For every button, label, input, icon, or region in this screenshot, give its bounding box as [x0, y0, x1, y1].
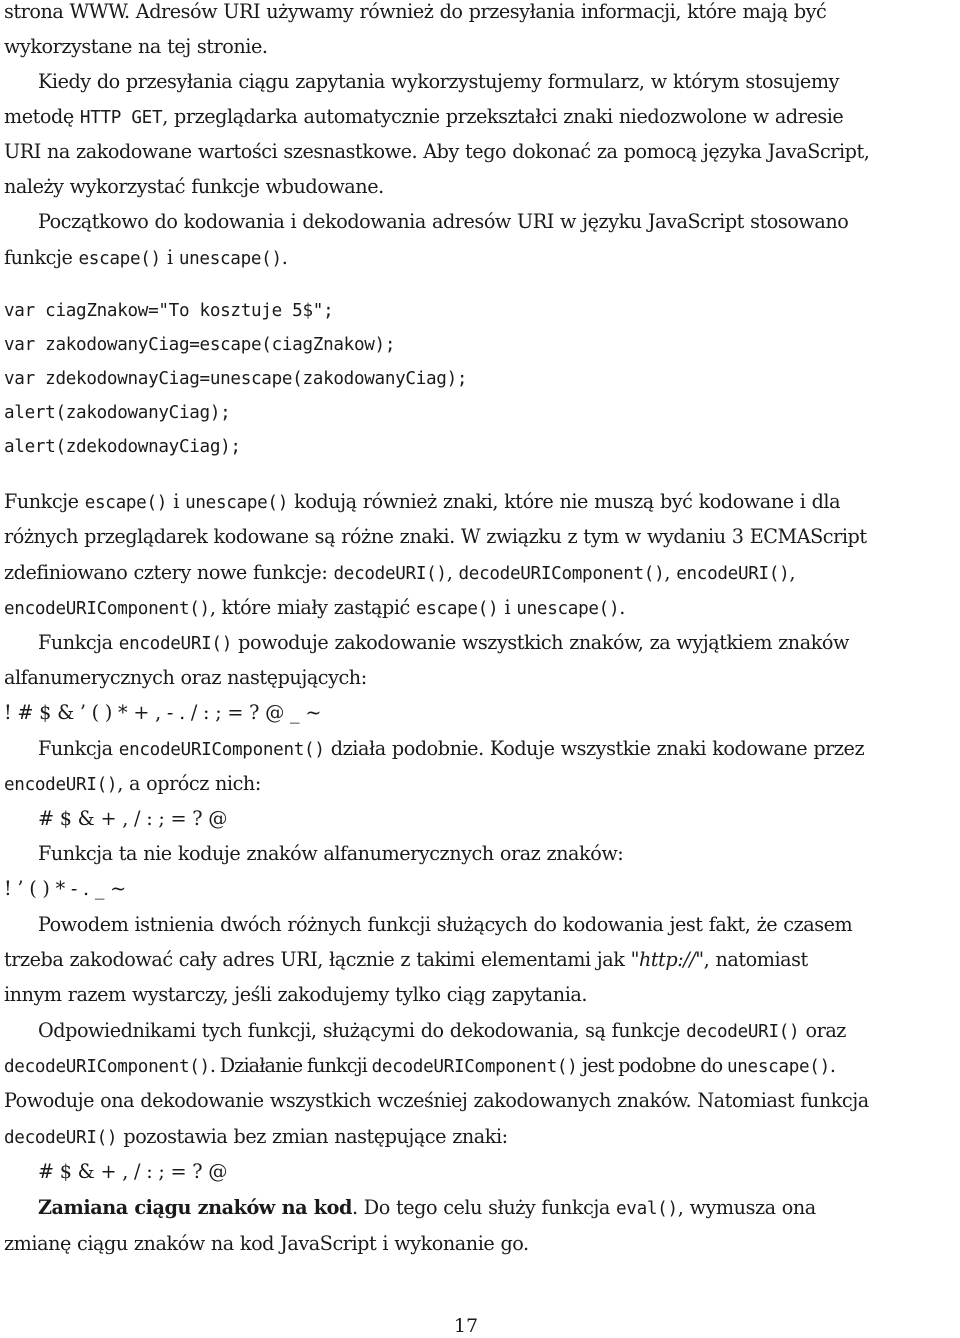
text-run: funkcje — [4, 246, 79, 269]
paragraph-line — [38, 1190, 816, 1225]
inline-code: decodeURIComponent() — [4, 1057, 210, 1077]
text-run: działa podobnie. Koduje wszystkie znaki kodowane przez — [324, 737, 865, 760]
character-list — [4, 695, 321, 730]
inline-code: decodeURIComponent() — [371, 1057, 578, 1077]
text-run: metodę — [4, 105, 80, 128]
text-run: . — [829, 1054, 836, 1077]
text-run: należy wykorzystać funkcje wbudowane. — [4, 175, 384, 198]
text-run: alfanumerycznych oraz następujących: — [4, 666, 367, 689]
inline-code: decodeURI() — [686, 1022, 800, 1042]
inline-code: unescape() — [516, 599, 620, 619]
text-run: strona WWW. Adresów URI używamy również do przesyłania informacji, które mają być — [4, 0, 827, 23]
paragraph-line — [4, 99, 843, 134]
inline-code: escape() — [78, 249, 161, 269]
inline-code: unescape() — [185, 493, 288, 513]
text-run: , które miały zastąpić — [209, 596, 416, 619]
inline-code: encodeURI() — [118, 634, 233, 654]
paragraph-line — [4, 484, 840, 519]
text-run: # $ & + , / : ; = ? @ — [38, 807, 228, 830]
paragraph-line — [4, 1083, 869, 1118]
document-page — [4, 0, 956, 1336]
paragraph-line — [4, 942, 808, 977]
inline-code: encodeURI() — [4, 775, 118, 795]
text-run: . Działanie funkcji — [209, 1054, 372, 1077]
text-run: , — [789, 561, 796, 584]
text-run: . Do tego celu służy funkcja — [351, 1196, 616, 1219]
inline-code: escape() — [415, 599, 499, 619]
paragraph-line — [4, 29, 268, 64]
paragraph-line — [38, 64, 839, 99]
character-list — [38, 1154, 227, 1189]
page-number: 17 — [453, 1315, 479, 1337]
text-run: jest podobne do — [577, 1054, 727, 1077]
text-run: Funkcja ta nie koduje znaków alfanumerycznych oraz znaków: — [38, 842, 624, 865]
text-run: trzeba zakodować cały adres URI, łącznie z takimi elementami jak " — [4, 948, 639, 971]
paragraph-line — [38, 907, 852, 942]
paragraph-line — [4, 1226, 529, 1261]
paragraph-line — [38, 625, 849, 660]
text-run: , — [664, 561, 677, 584]
inline-code: decodeURI() — [4, 1128, 118, 1148]
text-run: wykorzystane na tej stronie. — [4, 35, 268, 58]
text-run: pozostawia bez zmian następujące znaki: — [117, 1125, 508, 1148]
paragraph-line — [38, 836, 623, 871]
paragraph-line — [4, 134, 869, 169]
text-run: , a oprócz nich: — [117, 772, 261, 795]
text-run: Kiedy do przesyłania ciągu zapytania wykorzystujemy formularz, w którym stosujemy — [38, 70, 839, 93]
inline-code: eval() — [616, 1199, 678, 1219]
inline-code: unescape() — [178, 249, 282, 269]
text-run: . — [281, 246, 288, 269]
text-run: i — [160, 246, 179, 269]
text-run: zdefiniowano cztery nowe funkcje: — [4, 561, 334, 584]
text-run: ! # $ & ’ ( ) * + , - . / : ; = ? @ _ ~ — [4, 701, 321, 724]
code-line: alert(zdekodownayCiag); — [4, 437, 241, 457]
paragraph-line — [4, 240, 287, 275]
text-run: różnych przeglądarek kodowane są różne znaki. W związku z tym w wydaniu 3 ECMAScript — [4, 525, 867, 548]
text-run: ", natomiast — [695, 948, 808, 971]
text-run: Funkcja — [38, 631, 119, 654]
inline-code: unescape() — [726, 1057, 830, 1077]
text-run: oraz — [799, 1019, 846, 1042]
code-line: var ciagZnakow="To kosztuje 5$"; — [4, 301, 334, 321]
text-run: , — [446, 561, 459, 584]
inline-code: encodeURI() — [676, 564, 790, 584]
text-run: Odpowiednikami tych funkcji, służącymi do dekodowania, są funkcje — [38, 1019, 687, 1042]
paragraph-line — [4, 0, 826, 29]
code-line: var zakodowanyCiag=escape(ciagZnakow); — [4, 335, 396, 355]
code-line: alert(zakodowanyCiag); — [4, 403, 231, 423]
paragraph-line — [4, 1048, 835, 1083]
text-run: Powodem istnienia dwóch różnych funkcji służących do kodowania jest fakt, że czasem — [38, 913, 853, 936]
code-line: var zdekodownayCiag=unescape(zakodowanyCiag); — [4, 369, 468, 389]
text-run: kodują również znaki, które nie muszą być kodowane i dla — [288, 490, 841, 513]
text-run: # $ & + , / : ; = ? @ — [38, 1160, 228, 1183]
text-run: URI na zakodowane wartości szesnastkowe. Aby tego dokonać za pomocą języka JavaScript, — [4, 140, 870, 163]
paragraph-line — [38, 204, 848, 239]
inline-code: HTTP GET — [79, 108, 163, 128]
inline-code: encodeURIComponent() — [118, 740, 325, 760]
paragraph-line — [38, 731, 864, 766]
inline-code: decodeURI() — [333, 564, 447, 584]
text-run: zmianę ciągu znaków na kod JavaScript i wykonanie go. — [4, 1232, 529, 1255]
text-run: Funkcje — [4, 490, 85, 513]
paragraph-line — [4, 590, 625, 625]
text-run: Początkowo do kodowania i dekodowania adresów URI w języku JavaScript stosowano — [38, 210, 849, 233]
paragraph-line — [4, 169, 384, 204]
paragraph-line — [4, 555, 795, 590]
bold-heading: Zamiana ciągu znaków na kod — [38, 1196, 352, 1219]
text-run: . — [619, 596, 625, 619]
text-run: Powoduje ona dekodowanie wszystkich wcześniej zakodowanych znaków. Natomiast funkcja — [4, 1089, 869, 1112]
text-run: powoduje zakodowanie wszystkich znaków, za wyjątkiem znaków — [232, 631, 849, 654]
text-run: i — [167, 490, 186, 513]
character-list — [4, 871, 126, 906]
inline-code: decodeURIComponent() — [458, 564, 665, 584]
paragraph-line — [38, 1013, 846, 1048]
inline-code: encodeURIComponent() — [4, 599, 210, 619]
paragraph-line — [4, 519, 867, 554]
paragraph-line — [4, 660, 367, 695]
text-run: , wymusza ona — [677, 1196, 816, 1219]
text-run: , przeglądarka automatycznie przekształci znaki niedozwolone w adresie — [162, 105, 844, 128]
character-list — [38, 801, 227, 836]
italic-text: http:// — [638, 948, 696, 971]
paragraph-line — [4, 766, 261, 801]
text-run: innym razem wystarczy, jeśli zakodujemy tylko ciąg zapytania. — [4, 983, 588, 1006]
paragraph-line — [4, 1119, 508, 1154]
text-run: ! ’ ( ) * - . _ ~ — [4, 877, 126, 900]
text-run: Funkcja — [38, 737, 119, 760]
inline-code: escape() — [84, 493, 168, 513]
paragraph-line — [4, 977, 587, 1012]
text-run: i — [498, 596, 517, 619]
